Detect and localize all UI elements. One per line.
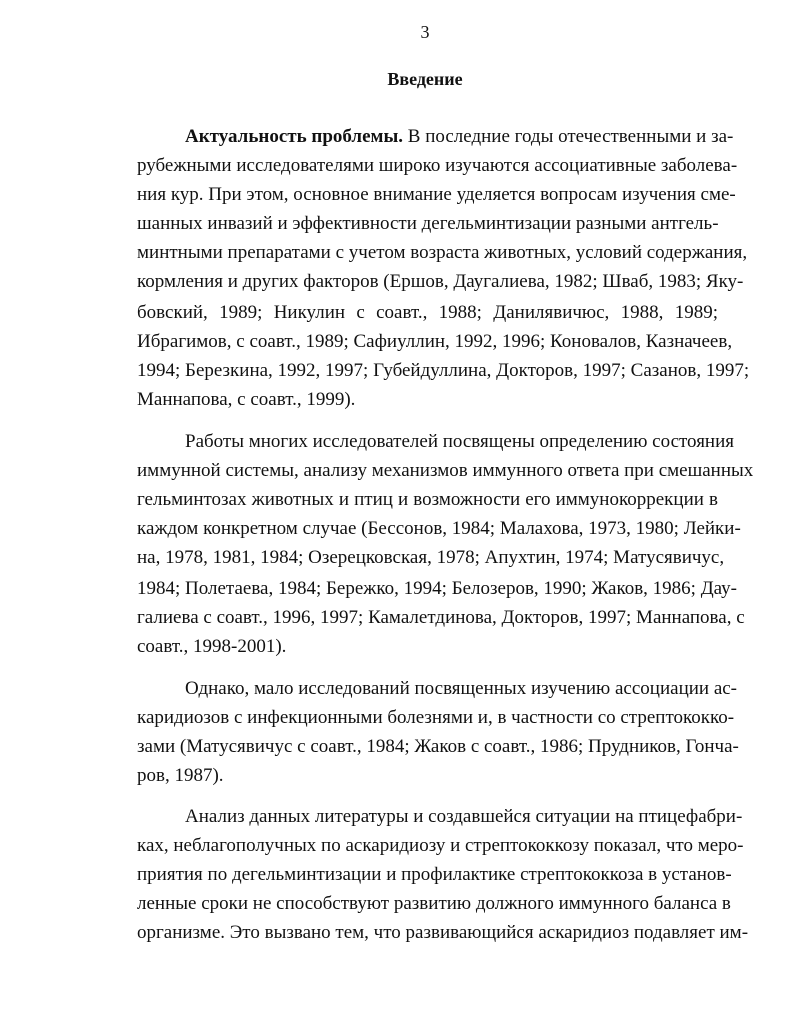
paragraph-2-line-3: гельминтозах животных и птиц и возможности его иммунокоррекции в [137, 489, 718, 510]
paragraph-2-line-8: соавт., 1998-2001). [137, 636, 287, 657]
paragraph-2-line-4: каждом конкретном случае (Бессонов, 1984; Малахова, 1973, 1980; Лейки- [137, 518, 741, 539]
paragraph-2-line-2: иммунной системы, анализу механизмов иммунного ответа при смешанных [137, 460, 754, 481]
paragraph-1-line-8: Ибрагимов, с соавт., 1989; Сафиуллин, 1992, 1996; Коновалов, Казначеев, [137, 331, 733, 352]
paragraph-1-line-1: Актуальность проблемы. В последние годы отечественными и за- [185, 126, 734, 147]
paragraph-1-line-7: бовский, 1989; Никулин с соавт., 1988; Данилявичюс, 1988, 1989; [137, 302, 718, 323]
paragraph-4-line-4: ленные сроки не способствуют развитию должного иммунного баланса в [137, 893, 731, 914]
paragraph-1-line-9: 1994; Березкина, 1992, 1997; Губейдуллина, Докторов, 1997; Сазанов, 1997; [137, 360, 750, 381]
paragraph-1-line-10: Маннапова, с соавт., 1999). [137, 389, 356, 410]
section-heading: Введение [387, 69, 463, 89]
paragraph-3-line-3: зами (Матусявичус с соавт., 1984; Жаков с соавт., 1986; Прудников, Гонча- [137, 736, 739, 757]
paragraph-4-line-5: организме. Это вызвано тем, что развивающийся аскаридиоз подавляет им- [137, 922, 749, 943]
paragraph-2-line-1: Работы многих исследователей посвящены определению состояния [185, 431, 735, 452]
page-number: 3 [420, 22, 430, 42]
paragraph-3-line-2: каридиозов с инфекционными болезнями и, в частности со стрептококко- [137, 707, 735, 728]
paragraph-2-line-7: галиева с соавт., 1996, 1997; Камалетдинова, Докторов, 1997; Маннапова, с [137, 607, 745, 628]
paragraph-1-line-6: кормления и других факторов (Ершов, Даугалиева, 1982; Шваб, 1983; Яку- [137, 271, 744, 292]
paragraph-4-line-2: ках, неблагополучных по аскаридиозу и стрептококкозу показал, что меро- [137, 835, 744, 856]
paragraph-4-line-3: приятия по дегельминтизации и профилактике стрептококкоза в установ- [137, 864, 732, 885]
paragraph-2-line-6: 1984; Полетаева, 1984; Бережко, 1994; Белозеров, 1990; Жаков, 1986; Дау- [137, 578, 737, 599]
paragraph-2-line-5: на, 1978, 1981, 1984; Озерецковская, 1978; Апухтин, 1974; Матусявичус, [137, 547, 725, 568]
paragraph-4-line-1: Анализ данных литературы и создавшейся ситуации на птицефабри- [185, 806, 743, 827]
paragraph-3-line-1: Однако, мало исследований посвященных изучению ассоциации ас- [185, 678, 738, 699]
paragraph-3-line-4: ров, 1987). [137, 765, 224, 786]
paragraph-1-line-4: шанных инвазий и эффективности дегельминтизации разными антгель- [137, 213, 719, 234]
paragraph-lead: Актуальность проблемы. [185, 126, 404, 147]
paragraph-1-line-3: ния кур. При этом, основное внимание уделяется вопросам изучения сме- [137, 184, 736, 205]
paragraph-1-line-5: минтными препаратами с учетом возраста животных, условий содержания, [137, 242, 748, 263]
paragraph-1-line-2: рубежными исследователями широко изучаются ассоциативные заболева- [137, 155, 738, 176]
